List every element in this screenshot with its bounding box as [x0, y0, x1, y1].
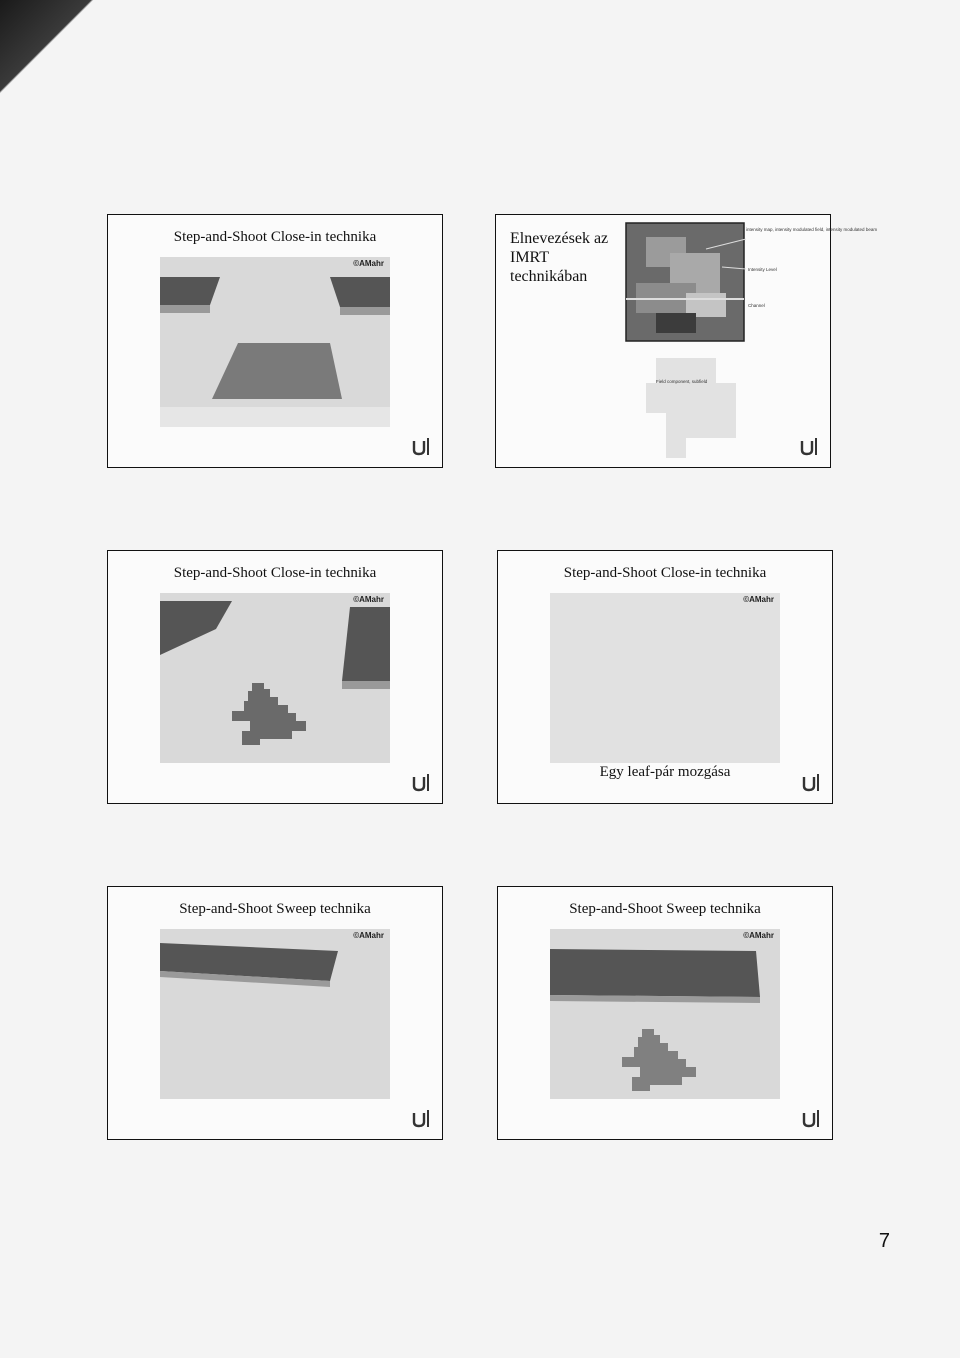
slide-title: Step-and-Shoot Sweep technika — [569, 901, 761, 917]
slide-1 — [107, 214, 443, 468]
collimator-scene — [550, 929, 780, 1099]
slide-scene — [160, 257, 390, 427]
university-logo-icon — [410, 1107, 432, 1129]
copyright-label: ©AMahr — [353, 931, 384, 940]
slide-title: Elnevezések az IMRT technikában — [510, 230, 609, 285]
university-logo-icon — [800, 771, 822, 793]
label-intensity-map: intensity map, intensity modulated field, intensity modulated beam — [746, 227, 878, 232]
slide-5 — [107, 886, 443, 1140]
slide-scene — [550, 929, 780, 1099]
slide-6 — [497, 886, 833, 1140]
label-field-component: Field component, subfield — [656, 379, 708, 384]
slide-4 — [497, 550, 833, 804]
label-channel: Channel — [748, 303, 765, 308]
imrt-naming-diagram — [626, 223, 878, 453]
slide-2 — [495, 214, 878, 468]
slide-scene — [550, 593, 780, 763]
collimator-scene — [160, 257, 390, 427]
label-intensity-level: Intensity Level — [748, 267, 777, 272]
slide-3 — [107, 550, 443, 804]
page-fold-shadow — [0, 0, 130, 130]
collimator-scene — [160, 929, 390, 1099]
university-logo-icon — [800, 1107, 822, 1129]
collimator-scene — [160, 593, 390, 763]
slide-scene — [160, 593, 390, 763]
university-logo-icon — [798, 435, 820, 457]
page-number: 7 — [878, 1230, 890, 1252]
copyright-label: ©AMahr — [353, 595, 384, 604]
university-logo-icon — [410, 771, 432, 793]
slide-caption: Egy leaf-pár mozgása — [599, 764, 731, 780]
slide-scene — [160, 929, 390, 1099]
copyright-label: ©AMahr — [743, 931, 774, 940]
copyright-label: ©AMahr — [743, 595, 774, 604]
slide-title: Step-and-Shoot Close-in technika — [173, 565, 377, 581]
slide-title: Step-and-Shoot Sweep technika — [179, 901, 371, 917]
university-logo-icon — [410, 435, 432, 457]
slide-title: Step-and-Shoot Close-in technika — [173, 229, 377, 245]
copyright-label: ©AMahr — [353, 259, 384, 268]
slide-title: Step-and-Shoot Close-in technika — [563, 565, 767, 581]
